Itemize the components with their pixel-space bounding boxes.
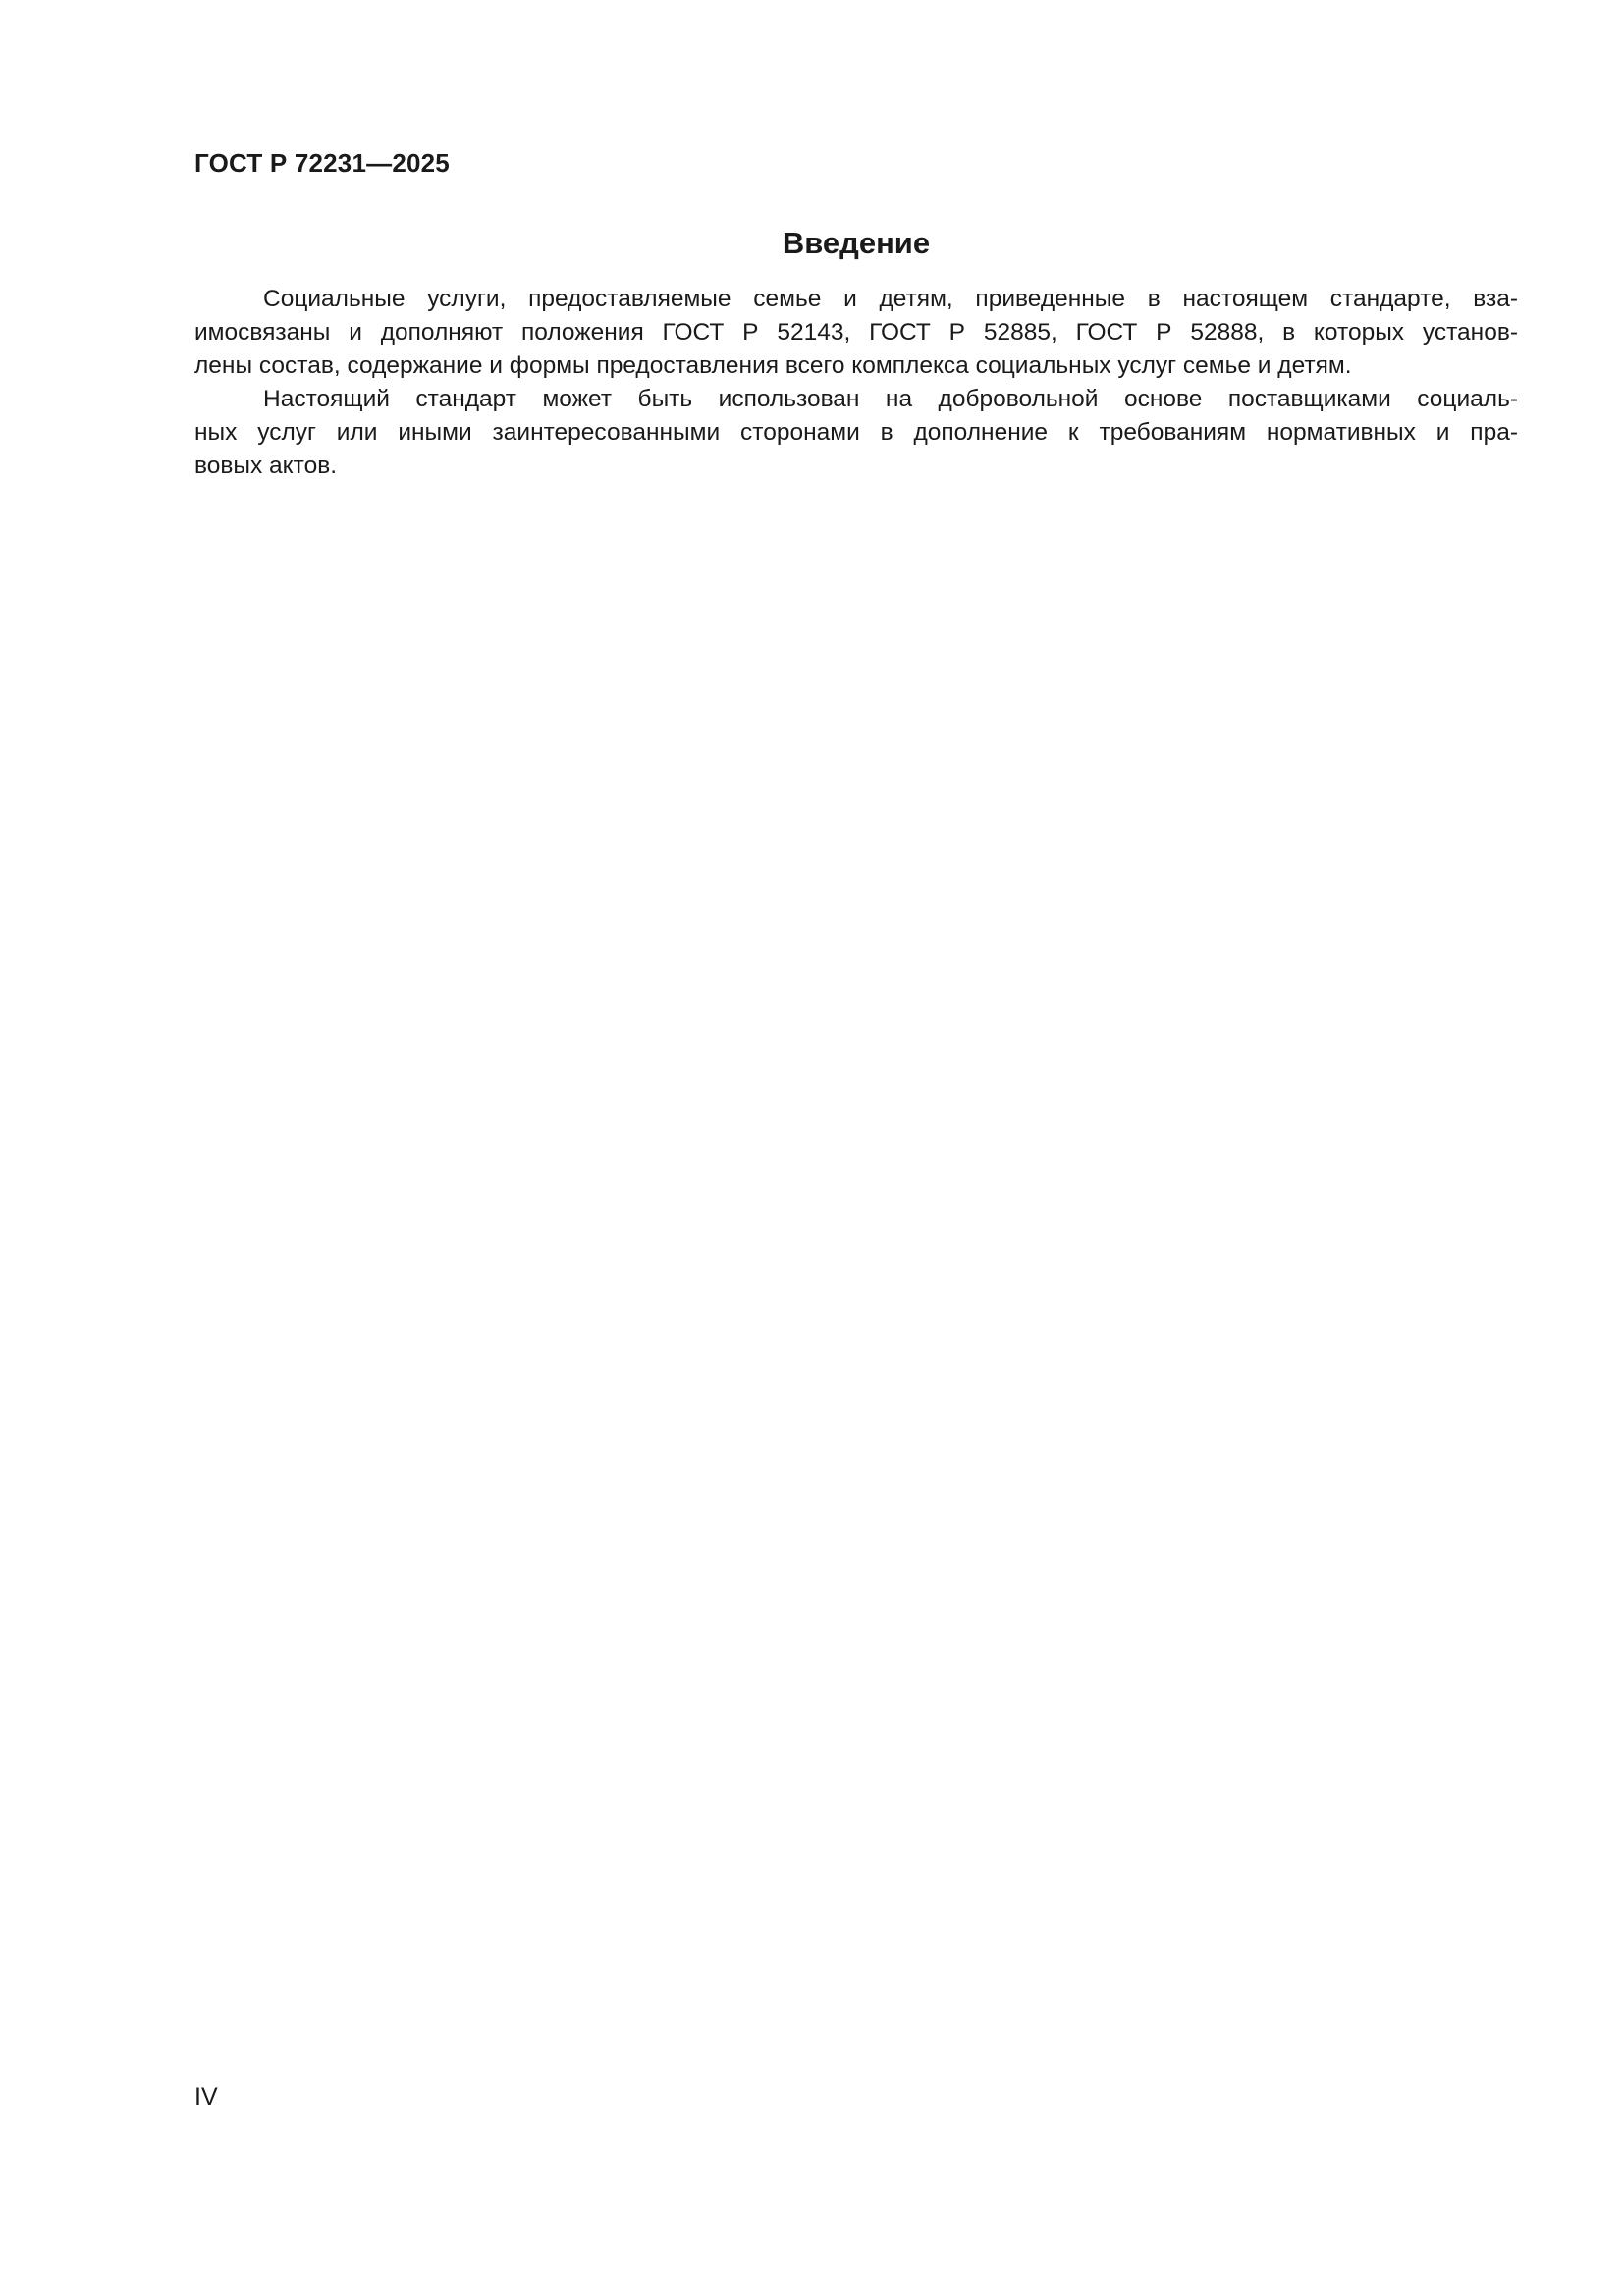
paragraph bbox=[194, 383, 1518, 483]
paragraph bbox=[194, 283, 1518, 383]
text-line: вовых актов. bbox=[194, 453, 338, 479]
page-number: IV bbox=[194, 2083, 218, 2110]
text-line: ных услуг или иными заинтересованными сторонами в дополнение к требованиям нормативных и пра- bbox=[194, 419, 1518, 446]
text-line: Настоящий стандарт может быть использован на добровольной основе поставщиками социаль- bbox=[263, 386, 1518, 412]
text-line: имосвязаны и дополняют положения ГОСТ Р 52143, ГОСТ Р 52885, ГОСТ Р 52888, в которых установ- bbox=[194, 319, 1518, 346]
text-line: лены состав, содержание и формы предоставления всего комплекса социальных услуг семье и детям. bbox=[194, 352, 1352, 379]
standard-designation: ГОСТ Р 72231—2025 bbox=[194, 148, 450, 178]
introduction-text bbox=[194, 283, 1518, 483]
text-line: Социальные услуги, предоставляемые семье и детям, приведенные в настоящем стандарте, вза- bbox=[263, 286, 1518, 312]
section-title: Введение bbox=[782, 226, 931, 260]
